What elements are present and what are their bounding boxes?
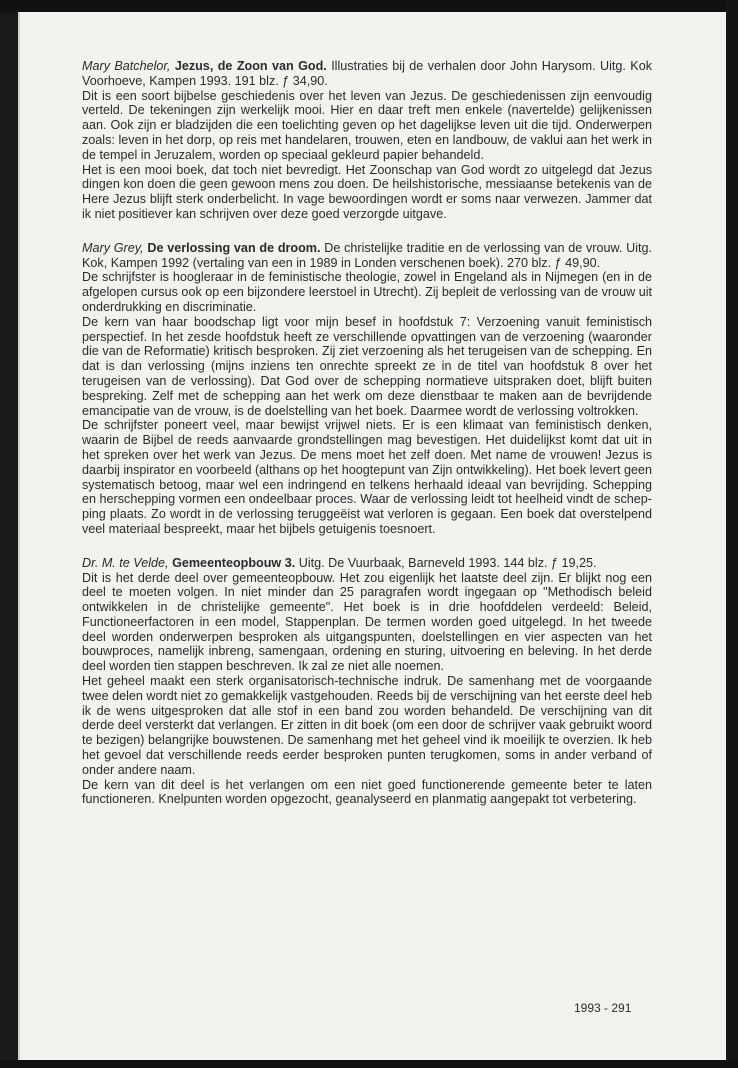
entry-citation: De christelijke traditie en de verlossing van de vrouw. Uitg. Kok, Kampen 1992 (vertaling van een in 1989 in Londen verschenen boek). 270 blz. ƒ 49,90. — [82, 240, 653, 270]
entry-paragraph: De kern van haar boodschap ligt voor mijn besef in hoofdstuk 7: Verzoening vanuit feministisch perspectief. In het zesde hoofdstuk heeft ze verschillende opvattingen van de verzoening (waaronder die van de Reformatie) kritisch besproken. Zij ziet verzoening als het terugeisen van de schepping. En dat is dan verlossing (mijns inziens ten onrechte spreekt ze in de titel van hoofdstuk 8 over het terugeisen van de verlossing). Dat God over de schepping normatieve uitspraken doet, blijft buiten bespreking. Zelf met de schepping aan het werk om deze dienstbaar te maken aan de bevrijdende emancipatie van de vrouw, is de doelstelling van het boek. Daarmee wordt de verlossing voltrokken. — [82, 314, 652, 418]
entry-title: Jezus, de Zoon van God. — [174, 59, 327, 73]
entry-paragraph: De schrijfster poneert veel, maar bewijst vrijwel niets. Er is een klimaat van feministisch denken, waarin de Bijbel de reeds aanvaarde grondstellingen mag bevestigen. Het duidelijkst komt dat uit in het spreken over het werk van Jezus. De mens moet het zelf doen. Met name de vrouwen! Jezus is daarbij inspirator en voorbeeld (althans op het hoogtepunt van Zijn ontwikkeling). Het boek levert geen systematisch betoog, maar wel een indringend en telkens herhaald ideaal van bevrijding. Schepping en herschepping vormen een ondeelbaar proces. Waar de verlossing leidt tot heelheid vindt de schepping plaats. Zo wordt in de verlossing teruggeëist wat verloren is gegaan. Een boek dat overstelpend veel materiaal bespreekt, maar het bijbels getuigenis toesnoert. — [82, 418, 652, 536]
entry-paragraph: De schrijfster is hoogleraar in de feministische theologie, zowel in Engeland als in Nijmegen (en in de afgelopen cursus ook op een bijzondere leerstoel in Utrecht). Zij bepleit de verlossing van de vrouw uit onderdrukking en discriminatie. — [82, 270, 652, 314]
entry-heading — [82, 59, 652, 89]
entry-title: De verlossing van de droom. — [147, 240, 321, 255]
entry-citation: Illustraties bij de verhalen door John Harysom. Uitg. Kok Voorhoeve, Kampen 1993. 191 blz. ƒ 34,90. — [82, 59, 653, 88]
page-binding-edge — [18, 12, 20, 1060]
entry-paragraph: Dit is een soort bijbelse geschiedenis over het leven van Jezus. De geschiedenissen zijn eenvoudig verteld. De tekeningen zijn werkelijk mooi. Hier en daar treft men enkele (navertelde) gelijkenissen aan. Ook zijn er bladzijden die een toelichting geven op het dagelijkse leven uit die tijd. Onderwerpen zoals: leven in het dorp, op reis met handelaren, trouwen, eten en landbouw, de vaklui aan het werk in de tempel in Jeruzalem, worden op speciaal gekleurd papier behandeld. — [82, 88, 652, 162]
entry-paragraph: Het geheel maakt een sterk organisatorisch-technische indruk. De samenhang met de voorgaande twee delen wordt niet zo gemakkelijk vastgehouden. Reeds bij de verschijning van het eerste deel heb ik de wens uitgesproken dat alle stof in een band zou worden behandeld. De verschijning van dit derde deel versterkt dat verlangen. Er zitten in dit boek (om een door de schrijver vaak gebruikt woord te bezigen) belangrijke bouwstenen. De samenhang met het geheel vind ik moeilijk te overzien. Ik heb het gevoel dat verschillende reeds eerder besproken punten terugkomen, soms in ander verband of onder andere naam. — [82, 674, 652, 777]
entry-author: Mary Grey, — [82, 240, 144, 255]
entry-title: Gemeenteopbouw 3. — [172, 555, 296, 570]
page-number: 1993 - 291 — [574, 1001, 632, 1015]
review-entry-te-velde — [82, 556, 652, 808]
entry-citation: Uitg. De Vuurbaak, Barneveld 1993. 144 blz. ƒ 19,25. — [298, 555, 597, 570]
entry-author: Mary Batchelor, — [82, 59, 171, 73]
entry-heading — [82, 241, 652, 271]
entry-paragraph: De kern van dit deel is het verlangen om een niet goed functionerende gemeente beter te laten functioneren. Knelpunten worden opgezocht, geanalyseerd en planmatig aangepakt tot verbetering. — [82, 777, 652, 807]
review-entry-batchelor — [82, 59, 652, 222]
review-entry-grey — [82, 241, 652, 537]
scan-border-right — [726, 0, 738, 1068]
review-column — [82, 59, 652, 826]
entry-paragraph: Dit is het derde deel over gemeenteopbouw. Het zou eigenlijk het laatste deel zijn. Er blijkt nog een deel te moeten volgen. In niet minder dan 25 paragrafen wordt ingegaan op "Methodisch beleid ontwikkelen in de christelijke gemeente". Het boek is in drie hoofddelen verdeeld: Beleid, Functioneerfactoren in een model, Stappenplan. De termen worden goed uitgelegd. In het tweede deel worden onderwerpen besproken als uitgangspunten, doelstellingen en vier aspecten van het bouwproces, namelijk inbreng, samengaan, ordening en sturing, uitvoering en beleving. In het derde deel worden tien stappen beschreven. Ik zal ze niet alle noemen. — [82, 570, 652, 674]
entry-paragraph: Het is een mooi boek, dat toch niet bevredigt. Het Zoonschap van God wordt zo uitgelegd dat Jezus dingen kon doen die geen gewoon mens zou doen. De heilshistorische, messiaanse betekenis van de Here Jezus blijft sterk onderbelicht. In vage bewoordingen wordt er soms naar verwezen. Jammer dat ik niet positiever kan schrijven over deze goed verzorgde uitgave. — [82, 162, 652, 221]
scan-border-bottom — [0, 1060, 738, 1068]
entry-author: Dr. M. te Velde, — [82, 555, 169, 570]
entry-heading — [82, 556, 652, 571]
